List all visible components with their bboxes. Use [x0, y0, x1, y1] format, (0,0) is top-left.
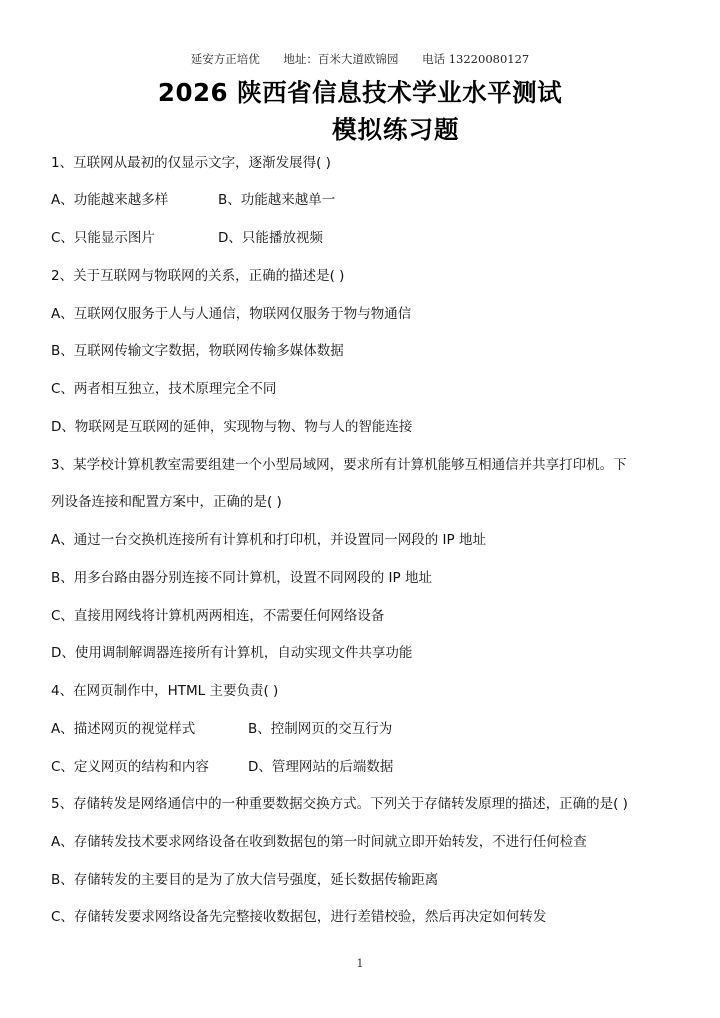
q3-option-d: D、使用调制解调器连接所有计算机，自动实现文件共享功能 — [51, 645, 413, 661]
page-subtitle: 模拟练习题 — [332, 115, 460, 144]
q2-option-d: D、物联网是互联网的延伸，实现物与物、物与人的智能连接 — [51, 419, 413, 435]
header-phone: 电话 13220080127 — [422, 52, 530, 66]
q1-option-d: D、只能播放视频 — [218, 230, 323, 246]
q1-option-a: A、功能越来越多样 — [51, 192, 169, 208]
page-number: 1 — [356, 957, 364, 970]
q2-option-b: B、互联网传输文字数据，物联网传输多媒体数据 — [51, 343, 344, 359]
q1-option-b: B、功能越来越单一 — [218, 192, 336, 208]
question-3-line-1: 3、某学校计算机教室需要组建一个小型局域网，要求所有计算机能够互相通信并共享打印机。下 — [51, 457, 627, 473]
q4-option-c: C、定义网页的结构和内容 — [51, 759, 209, 775]
question-4: 4、在网页制作中，HTML 主要负责( ) — [51, 683, 279, 699]
q3-option-a: A、通过一台交换机连接所有计算机和打印机，并设置同一网段的 IP 地址 — [51, 532, 486, 548]
question-2: 2、关于互联网与物联网的关系，正确的描述是( ) — [51, 268, 345, 284]
page-header — [0, 51, 720, 67]
question-3-line-2: 列设备连接和配置方案中，正确的是( ) — [51, 494, 282, 510]
q5-option-c: C、存储转发要求网络设备先完整接收数据包，进行差错校验，然后再决定如何转发 — [51, 909, 547, 925]
q4-option-b: B、控制网页的交互行为 — [248, 721, 393, 737]
header-org: 延安方正培优 — [190, 52, 260, 66]
page-title: 2026 陕西省信息技术学业水平测试 — [157, 78, 563, 107]
q1-option-c: C、只能显示图片 — [51, 230, 155, 246]
q5-option-b: B、存储转发的主要目的是为了放大信号强度，延长数据传输距离 — [51, 872, 439, 888]
q5-option-a: A、存储转发技术要求网络设备在收到数据包的第一时间就立即开始转发，不进行任何检查 — [51, 834, 587, 850]
q3-option-c: C、直接用网线将计算机两两相连，不需要任何网络设备 — [51, 608, 385, 624]
question-1: 1、互联网从最初的仅显示文字，逐渐发展得( ) — [51, 155, 331, 171]
header-address: 地址：百米大道欧锦园 — [283, 52, 399, 66]
q4-option-d: D、管理网站的后端数据 — [248, 759, 394, 775]
q3-option-b: B、用多台路由器分别连接不同计算机，设置不同网段的 IP 地址 — [51, 570, 432, 586]
question-5: 5、存储转发是网络通信中的一种重要数据交换方式。下列关于存储转发原理的描述，正确的是( ) — [51, 796, 628, 812]
q4-option-a: A、描述网页的视觉样式 — [51, 721, 196, 737]
q2-option-c: C、两者相互独立，技术原理完全不同 — [51, 381, 277, 397]
q2-option-a: A、互联网仅服务于人与人通信，物联网仅服务于物与物通信 — [51, 306, 412, 322]
